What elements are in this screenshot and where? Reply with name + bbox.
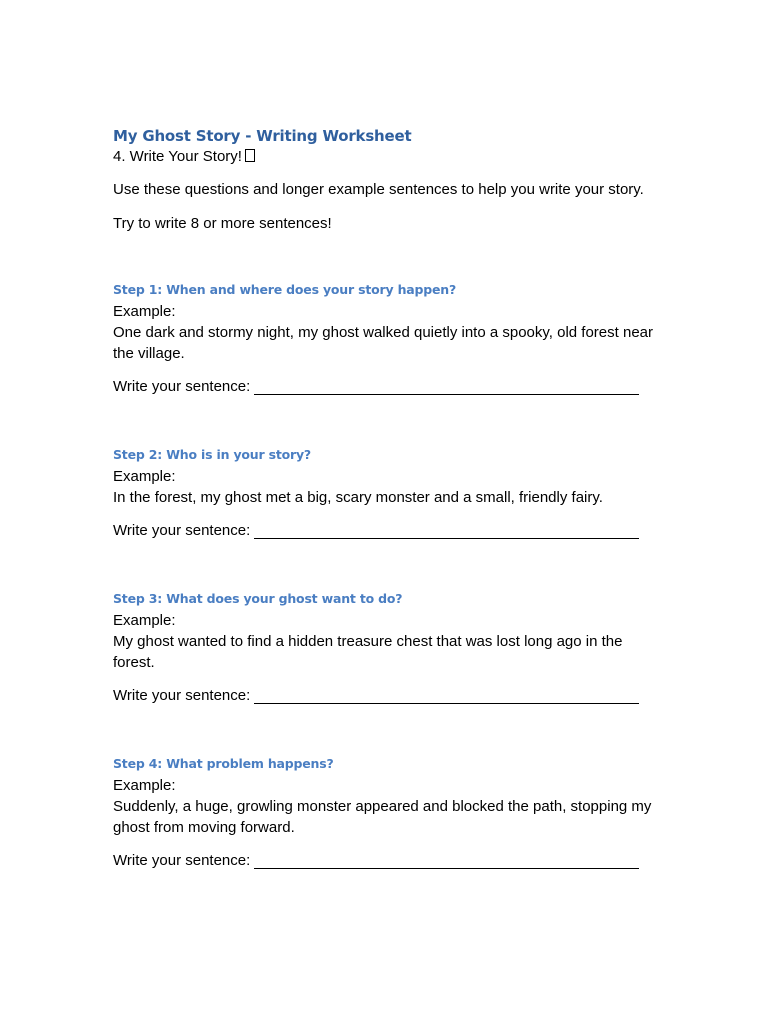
intro-instructions: Use these questions and longer example sentences to help you write your story. bbox=[113, 181, 644, 198]
worksheet-title: My Ghost Story - Writing Worksheet bbox=[113, 127, 412, 145]
write-sentence-blank[interactable] bbox=[254, 688, 639, 704]
step-heading: Step 2: Who is in your story? bbox=[113, 447, 311, 462]
section-heading-text: 4. Write Your Story! bbox=[113, 148, 242, 165]
write-sentence-row bbox=[113, 520, 658, 541]
section-heading bbox=[113, 146, 658, 167]
write-sentence-blank[interactable] bbox=[254, 523, 639, 539]
write-sentence-row bbox=[113, 850, 658, 871]
example-label: Example: bbox=[113, 777, 176, 794]
worksheet-page bbox=[113, 126, 658, 871]
example-sentence: One dark and stormy night, my ghost walked quietly into a spooky, old forest near the village. bbox=[113, 324, 653, 362]
write-sentence-row bbox=[113, 685, 658, 706]
example-sentence: Suddenly, a huge, growling monster appeared and blocked the path, stopping my ghost from moving forward. bbox=[113, 798, 652, 836]
step-4 bbox=[113, 755, 658, 871]
write-sentence-label: Write your sentence: bbox=[113, 687, 251, 704]
example-sentence: My ghost wanted to find a hidden treasure chest that was lost long ago in the forest. bbox=[113, 633, 623, 671]
intro-goal: Try to write 8 or more sentences! bbox=[113, 215, 332, 232]
write-sentence-label: Write your sentence: bbox=[113, 852, 251, 869]
write-sentence-blank[interactable] bbox=[254, 853, 639, 869]
example-sentence: In the forest, my ghost met a big, scary monster and a small, friendly fairy. bbox=[113, 489, 603, 506]
step-heading: Step 4: What problem happens? bbox=[113, 756, 334, 771]
example-label: Example: bbox=[113, 612, 176, 629]
box-glyph-icon bbox=[245, 149, 255, 162]
write-sentence-row bbox=[113, 376, 658, 397]
write-sentence-label: Write your sentence: bbox=[113, 378, 251, 395]
step-heading: Step 3: What does your ghost want to do? bbox=[113, 591, 403, 606]
step-3 bbox=[113, 590, 658, 706]
step-2 bbox=[113, 446, 658, 541]
step-heading: Step 1: When and where does your story happen? bbox=[113, 282, 457, 297]
step-1 bbox=[113, 281, 658, 397]
write-sentence-blank[interactable] bbox=[254, 379, 639, 395]
write-sentence-label: Write your sentence: bbox=[113, 522, 251, 539]
example-label: Example: bbox=[113, 468, 176, 485]
example-label: Example: bbox=[113, 303, 176, 320]
